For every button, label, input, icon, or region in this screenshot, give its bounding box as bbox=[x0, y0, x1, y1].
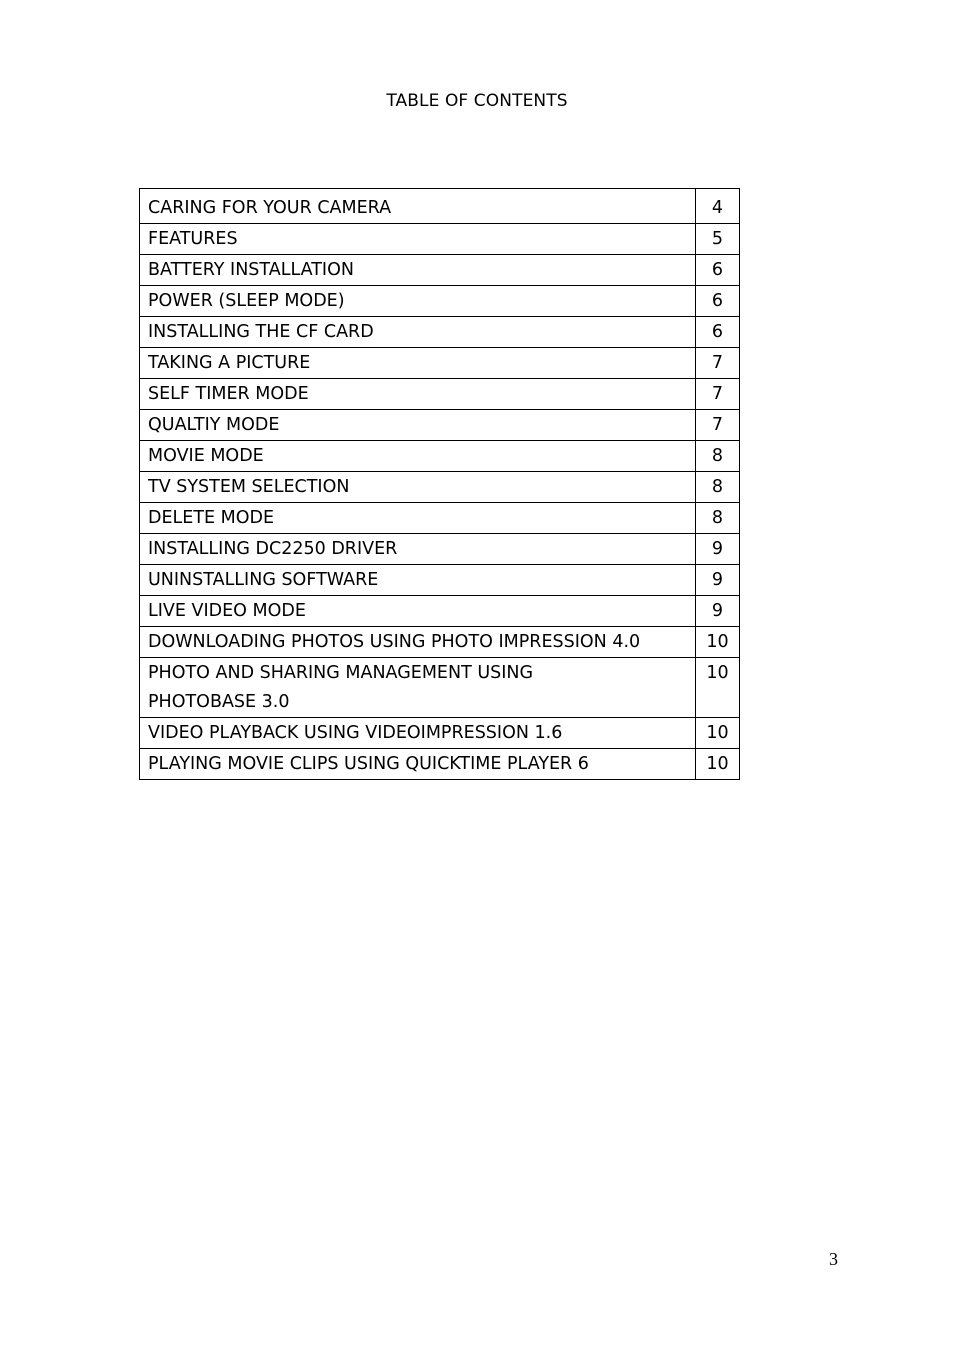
table-row bbox=[140, 410, 740, 441]
table-row bbox=[140, 749, 740, 780]
toc-entry-title: QUALTIY MODE bbox=[140, 410, 696, 441]
table-of-contents bbox=[139, 188, 740, 780]
toc-entry-title: CARING FOR YOUR CAMERA bbox=[140, 189, 696, 224]
table-row bbox=[140, 224, 740, 255]
toc-entry-title: DOWNLOADING PHOTOS USING PHOTO IMPRESSION 4.0 bbox=[140, 627, 696, 658]
toc-entry-page: 10 bbox=[695, 718, 739, 749]
toc-entry-page: 9 bbox=[695, 596, 739, 627]
table-row bbox=[140, 627, 740, 658]
toc-entry-title: DELETE MODE bbox=[140, 503, 696, 534]
toc-entry-title-line-2: PHOTOBASE 3.0 bbox=[148, 692, 290, 712]
toc-entry-title: INSTALLING DC2250 DRIVER bbox=[140, 534, 696, 565]
toc-entry-page: 9 bbox=[695, 534, 739, 565]
toc-entry-title: FEATURES bbox=[140, 224, 696, 255]
toc-entry-title: MOVIE MODE bbox=[140, 441, 696, 472]
toc-entry-page: 7 bbox=[695, 410, 739, 441]
page-number: 3 bbox=[829, 1249, 838, 1269]
toc-entry-page: 8 bbox=[695, 472, 739, 503]
table-row bbox=[140, 441, 740, 472]
toc-entry-title: BATTERY INSTALLATION bbox=[140, 255, 696, 286]
table-row bbox=[140, 472, 740, 503]
table-row bbox=[140, 255, 740, 286]
toc-entry-page: 8 bbox=[695, 441, 739, 472]
toc-entry-page: 9 bbox=[695, 565, 739, 596]
table-row bbox=[140, 189, 740, 224]
toc-entry-page: 7 bbox=[695, 379, 739, 410]
table-row bbox=[140, 565, 740, 596]
table-row bbox=[140, 718, 740, 749]
toc-entry-page: 8 bbox=[695, 503, 739, 534]
toc-entry-page: 10 bbox=[695, 749, 739, 780]
toc-entry-page: 7 bbox=[695, 348, 739, 379]
toc-entry-title: POWER (SLEEP MODE) bbox=[140, 286, 696, 317]
toc-entry-title: SELF TIMER MODE bbox=[140, 379, 696, 410]
toc-entry-page: 6 bbox=[695, 317, 739, 348]
table-row bbox=[140, 596, 740, 627]
table-row bbox=[140, 658, 740, 718]
toc-entry-title: LIVE VIDEO MODE bbox=[140, 596, 696, 627]
table-row bbox=[140, 317, 740, 348]
toc-entry-page: 10 bbox=[695, 627, 739, 658]
toc-entry-title: PLAYING MOVIE CLIPS USING QUICKTIME PLAYER 6 bbox=[140, 749, 696, 780]
table-row bbox=[140, 534, 740, 565]
toc-entry-title-line-1: PHOTO AND SHARING MANAGEMENT USING bbox=[148, 663, 534, 683]
toc-entry-title: INSTALLING THE CF CARD bbox=[140, 317, 696, 348]
table-row bbox=[140, 503, 740, 534]
toc-entry-title: UNINSTALLING SOFTWARE bbox=[140, 565, 696, 596]
toc-entry-title bbox=[140, 658, 696, 718]
page-title: TABLE OF CONTENTS bbox=[386, 91, 568, 111]
toc-entry-title: TV SYSTEM SELECTION bbox=[140, 472, 696, 503]
toc-entry-page: 10 bbox=[695, 658, 739, 718]
toc-entry-page: 4 bbox=[695, 189, 739, 224]
table-row bbox=[140, 379, 740, 410]
table-row bbox=[140, 286, 740, 317]
toc-entry-page: 5 bbox=[695, 224, 739, 255]
table-row bbox=[140, 348, 740, 379]
toc-entry-title: VIDEO PLAYBACK USING VIDEOIMPRESSION 1.6 bbox=[140, 718, 696, 749]
toc-entry-title: TAKING A PICTURE bbox=[140, 348, 696, 379]
toc-entry-page: 6 bbox=[695, 286, 739, 317]
toc-entry-page: 6 bbox=[695, 255, 739, 286]
